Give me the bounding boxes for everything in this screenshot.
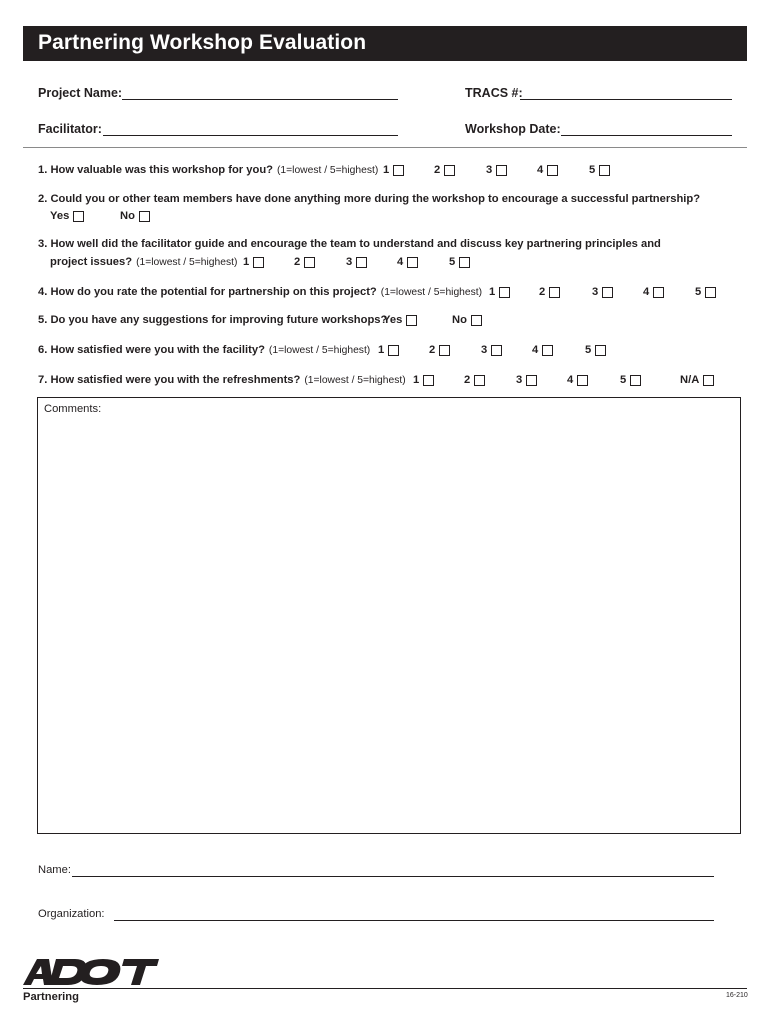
q3-option-5-label: 5: [449, 256, 456, 268]
q3-option-4-label: 4: [397, 256, 404, 268]
question-7-scale: (1=lowest / 5=highest): [304, 374, 406, 386]
title-bar: [23, 26, 747, 61]
checkbox[interactable]: [139, 211, 150, 222]
project-name-label: Project Name:: [38, 86, 123, 100]
q4-option-3[interactable]: [592, 286, 613, 298]
q7-option-2[interactable]: [464, 374, 485, 386]
question-5: [38, 314, 387, 326]
q6-option-5[interactable]: [585, 344, 606, 356]
q1-option-5[interactable]: [589, 164, 610, 176]
organization-label: Organization:: [38, 908, 105, 920]
q1-option-1-label: 1: [383, 164, 390, 176]
checkbox[interactable]: [526, 375, 537, 386]
q7-option-4-label: 4: [567, 374, 574, 386]
project-name-field[interactable]: [122, 99, 398, 100]
checkbox[interactable]: [496, 165, 507, 176]
checkbox[interactable]: [253, 257, 264, 268]
q4-option-3-label: 3: [592, 286, 599, 298]
checkbox[interactable]: [304, 257, 315, 268]
q6-option-2-label: 2: [429, 344, 436, 356]
checkbox[interactable]: [406, 315, 417, 326]
q3-option-2[interactable]: [294, 256, 315, 268]
q5-option-yes[interactable]: [383, 314, 417, 326]
q7-option-5-label: 5: [620, 374, 627, 386]
question-3-text: 3. How well did the facilitator guide and encourage the team to understand and discuss key partnering principles and: [38, 238, 661, 250]
question-6-scale: (1=lowest / 5=highest): [268, 344, 371, 356]
footer-rule: [23, 988, 747, 989]
q1-option-3[interactable]: [486, 164, 507, 176]
q1-option-5-label: 5: [589, 164, 596, 176]
q6-option-3-label: 3: [481, 344, 488, 356]
q4-option-5[interactable]: [695, 286, 716, 298]
q1-option-1[interactable]: [383, 164, 404, 176]
q7-option-3[interactable]: [516, 374, 537, 386]
q6-option-4[interactable]: [532, 344, 553, 356]
q7-option-na-label: N/A: [680, 374, 700, 386]
checkbox[interactable]: [388, 345, 399, 356]
organization-field[interactable]: [114, 920, 714, 921]
q3-option-3-label: 3: [346, 256, 353, 268]
workshop-date-field[interactable]: [561, 135, 732, 136]
question-3: [38, 238, 661, 250]
q6-option-3[interactable]: [481, 344, 502, 356]
question-3-text-line-2: project issues?: [50, 256, 133, 268]
adot-logo: [23, 958, 163, 986]
q6-option-1[interactable]: [378, 344, 399, 356]
q5-option-yes-label: Yes: [383, 314, 403, 326]
q1-option-2-label: 2: [434, 164, 441, 176]
q3-option-3[interactable]: [346, 256, 367, 268]
footer-section-label: Partnering: [23, 991, 79, 1003]
facilitator-field[interactable]: [103, 135, 398, 136]
question-6: [38, 344, 370, 356]
q6-option-4-label: 4: [532, 344, 539, 356]
question-3-line-2: [50, 256, 237, 268]
question-1: [38, 164, 378, 176]
question-4-scale: (1=lowest / 5=highest): [380, 286, 483, 298]
q7-option-2-label: 2: [464, 374, 471, 386]
q7-option-4[interactable]: [567, 374, 588, 386]
q7-option-1[interactable]: [413, 374, 434, 386]
q5-option-no[interactable]: [452, 314, 482, 326]
q1-option-4[interactable]: [537, 164, 558, 176]
q1-option-3-label: 3: [486, 164, 493, 176]
checkbox[interactable]: [393, 165, 404, 176]
question-5-text: 5. Do you have any suggestions for improving future workshops?: [38, 314, 388, 326]
q4-option-4[interactable]: [643, 286, 664, 298]
q4-option-1[interactable]: [489, 286, 510, 298]
q4-option-2-label: 2: [539, 286, 546, 298]
q4-option-4-label: 4: [643, 286, 650, 298]
checkbox[interactable]: [542, 345, 553, 356]
q4-option-2[interactable]: [539, 286, 560, 298]
q3-option-1-label: 1: [243, 256, 250, 268]
question-4: [38, 286, 482, 298]
comments-textarea[interactable]: [37, 397, 741, 834]
q1-option-2[interactable]: [434, 164, 455, 176]
q7-option-5[interactable]: [620, 374, 641, 386]
checkbox[interactable]: [705, 287, 716, 298]
checkbox[interactable]: [549, 287, 560, 298]
tracs-field[interactable]: [520, 99, 732, 100]
q6-option-5-label: 5: [585, 344, 592, 356]
checkbox[interactable]: [599, 165, 610, 176]
q3-option-2-label: 2: [294, 256, 301, 268]
checkbox[interactable]: [653, 287, 664, 298]
checkbox[interactable]: [444, 165, 455, 176]
checkbox[interactable]: [423, 375, 434, 386]
q3-option-1[interactable]: [243, 256, 264, 268]
q4-option-1-label: 1: [489, 286, 496, 298]
q6-option-2[interactable]: [429, 344, 450, 356]
question-1-scale: (1=lowest / 5=highest): [276, 164, 379, 176]
question-7: [38, 374, 406, 386]
question-2: [38, 193, 700, 205]
q4-option-5-label: 5: [695, 286, 702, 298]
checkbox[interactable]: [602, 287, 613, 298]
q7-option-na[interactable]: [680, 374, 714, 386]
q7-option-3-label: 3: [516, 374, 523, 386]
name-field[interactable]: [72, 876, 714, 877]
question-7-text: 7. How satisfied were you with the refreshments?: [38, 374, 301, 386]
q2-option-yes[interactable]: [50, 210, 84, 222]
q2-option-yes-label: Yes: [50, 210, 70, 222]
comments-label: Comments:: [44, 403, 102, 415]
checkbox[interactable]: [491, 345, 502, 356]
q2-option-no-label: No: [120, 210, 135, 222]
checkbox[interactable]: [577, 375, 588, 386]
name-label: Name:: [38, 864, 71, 876]
question-3-scale: (1=lowest / 5=highest): [136, 256, 238, 268]
checkbox[interactable]: [356, 257, 367, 268]
checkbox[interactable]: [499, 287, 510, 298]
checkbox[interactable]: [474, 375, 485, 386]
divider: [23, 147, 747, 148]
checkbox[interactable]: [471, 315, 482, 326]
question-1-text: 1. How valuable was this workshop for you?: [38, 164, 273, 176]
checkbox[interactable]: [73, 211, 84, 222]
form-title: Partnering Workshop Evaluation: [38, 31, 367, 54]
question-4-text: 4. How do you rate the potential for partnership on this project?: [38, 286, 377, 298]
checkbox[interactable]: [703, 375, 714, 386]
workshop-date-label: Workshop Date:: [465, 122, 561, 136]
checkbox[interactable]: [547, 165, 558, 176]
q6-option-1-label: 1: [378, 344, 385, 356]
facilitator-label: Facilitator:: [38, 122, 102, 136]
question-6-text: 6. How satisfied were you with the facility?: [38, 344, 265, 356]
q3-option-5[interactable]: [449, 256, 470, 268]
q2-option-no[interactable]: [120, 210, 150, 222]
checkbox[interactable]: [630, 375, 641, 386]
question-2-text: 2. Could you or other team members have done anything more during the workshop to encourage a successful partnership?: [38, 193, 701, 205]
checkbox[interactable]: [439, 345, 450, 356]
form-number: 16-210: [726, 992, 748, 999]
checkbox[interactable]: [459, 257, 470, 268]
q3-option-4[interactable]: [397, 256, 418, 268]
q7-option-1-label: 1: [413, 374, 420, 386]
checkbox[interactable]: [407, 257, 418, 268]
checkbox[interactable]: [595, 345, 606, 356]
q1-option-4-label: 4: [537, 164, 544, 176]
q5-option-no-label: No: [452, 314, 467, 326]
tracs-label: TRACS #:: [465, 86, 523, 100]
